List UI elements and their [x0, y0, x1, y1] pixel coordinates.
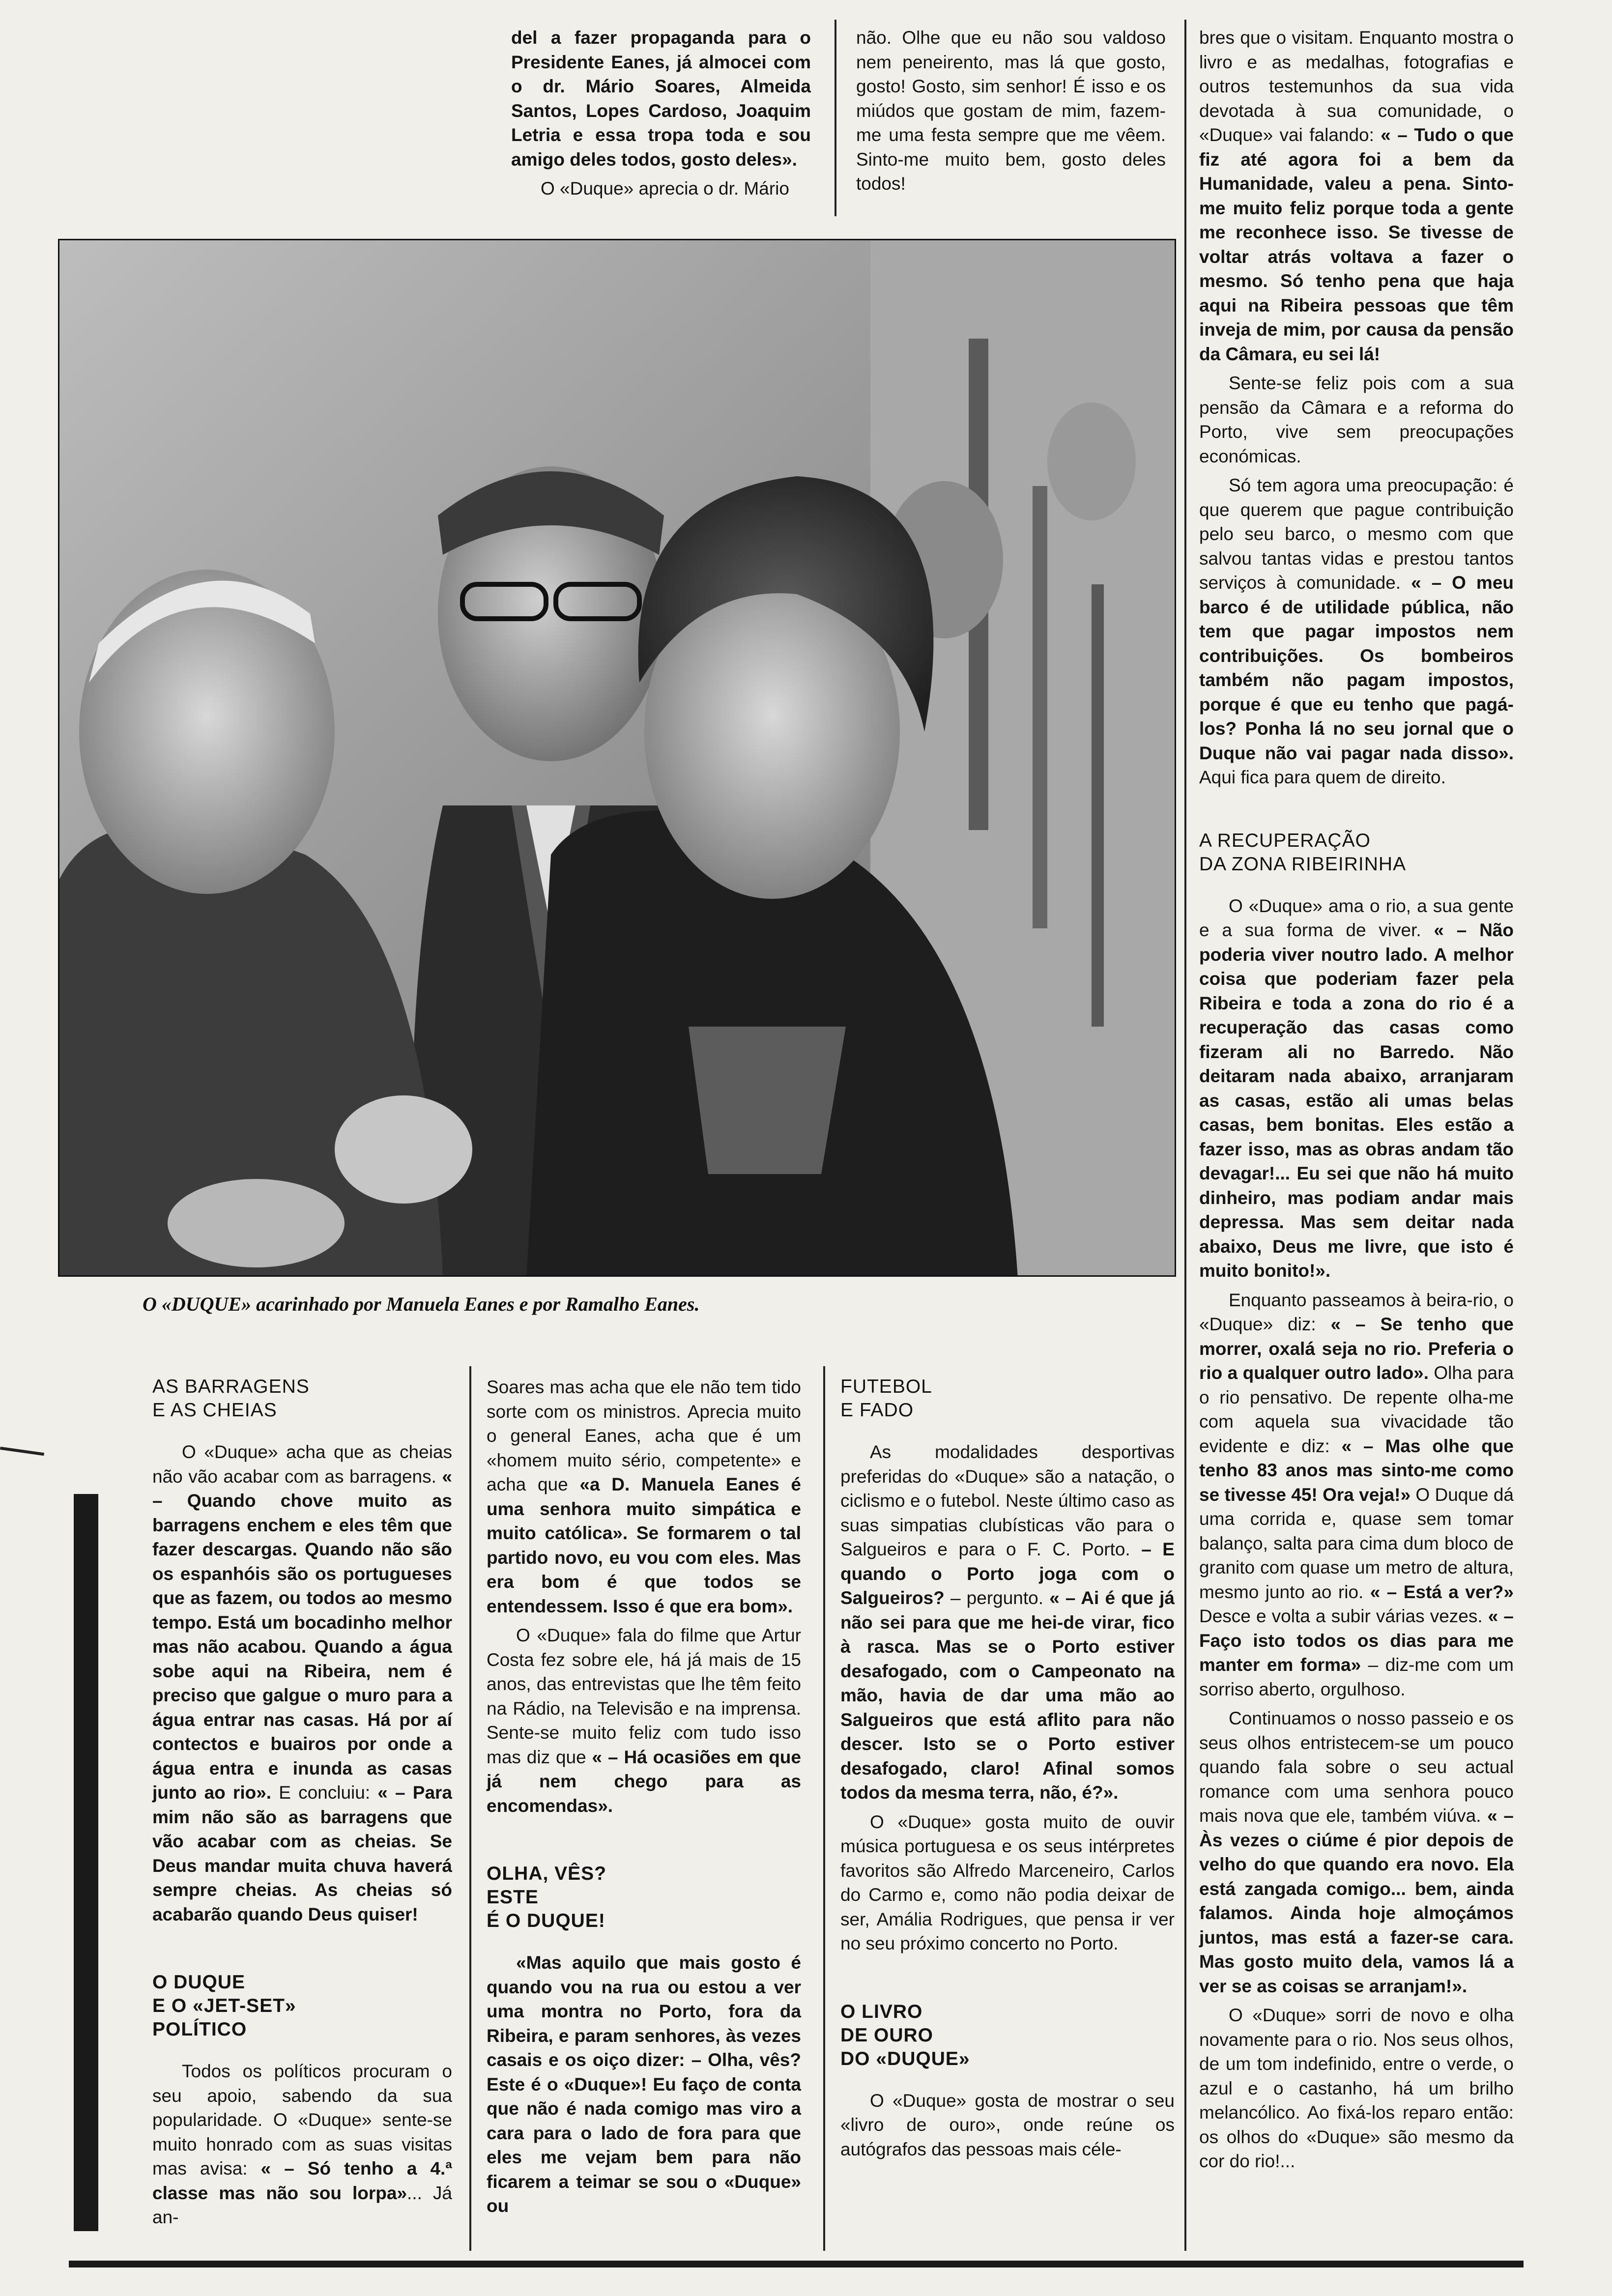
section-heading-line: OLHA, VÊS?: [487, 1863, 607, 1884]
paragraph: O «Duque» gosta muito de ouvir música portuguesa e os seus intérpretes favoritos são Alfredo Marceneiro, Carlos do Carmo e, como não podia deixar de ser, Amália Rodrigues, que pensa ir ver no seu próximo concerto no Porto.: [840, 1811, 1175, 1953]
paragraph: Enquanto passeamos à beira-rio, o «Duque» diz: « – Se tenho que morrer, oxalá seja no rio. Preferia o rio a qualquer outro lado». Olha para o rio pensativo. De repente olha-me com aquela sua vivacidade tão evidente e diz: « – Mas olhe que tenho 83 anos mas sinto-me como se tivesse 45! Ora veja!» O Duque dá uma corrida e, quase sem tomar balanço, salta para cima dum bloco de granito com quase um metro de altura, mesmo junto ao rio. « – Está a ver?» Desce e volta a subir várias vezes. « – Faço isto todos os dias para me manter em forma» – diz-me com um sorriso aberto, orgulhoso.: [1199, 1290, 1514, 1699]
scan-bottom-edge: [69, 2261, 1524, 2267]
paragraph: não. Olhe que eu não sou valdoso nem peneirento, mas lá que gosto, gosto! Gosto, sim senhor! É isso e os miúdos que gostam de mim, fazem-me uma festa sempre que me vêem. Sinto-me muito bem, gosto deles todos!: [856, 28, 1166, 194]
section-heading: [840, 1375, 1175, 1422]
top-column-2: [856, 26, 1166, 201]
paragraph: «Mas aquilo que mais gosto é quando vou na rua ou estou a ver uma montra no Porto, fora da Ribeira, e param senhores, às vezes casais e os oiço dizer: – Olha, vês? Este é o «Duque»! Eu faço de conta que não é nada comigo mas viro a cara para o lado de fora para que eles me vejam bem para não ficarem a teimar se sou o «Duque» ou: [487, 1952, 801, 2216]
paragraph: Sente-se feliz pois com a sua pensão da Câmara e a reforma do Porto, vive sem preocupações económicas.: [1199, 373, 1514, 466]
section-heading: [1199, 829, 1514, 876]
section-heading-line: O LIVRO: [840, 2001, 923, 2022]
column-rule: [835, 20, 836, 216]
column-rule: [469, 1366, 471, 2251]
paragraph: Todos os políticos procuram o seu apoio, sabendo da sua popularidade. O «Duque» sente-se muito honrado com as suas visitas mas avisa: « – Só tenho a 4.ª classe mas não sou lorpa»... Já an-: [152, 2061, 452, 2227]
paragraph: bres que o visitam. Enquanto mostra o livro e as medalhas, fotografias e outros testemunhos da sua vida devotada à sua comunidade, o «Duque» vai falando: « – Tudo o que fiz até agora foi a bem da Humanidade, valeu a pena. Sinto-me muito feliz porque toda a gente me reconhece isso. Se tivesse de voltar atrás voltava a fazer o mesmo. Só tenho pena que haja aqui na Ribeira pessoas que têm inveja de mim, por causa da pensão da Câmara, eu sei lá!: [1199, 28, 1514, 364]
paragraph: O «Duque» aprecia o dr. Mário: [541, 178, 789, 199]
section-heading-line: DO «DUQUE»: [840, 2048, 970, 2069]
section-heading-line: FUTEBOL: [840, 1376, 932, 1397]
section-heading-line: ESTE: [487, 1887, 539, 1908]
paragraph: Só tem agora uma preocupação: é que querem que pague contribuição pelo seu barco, o mesmo com que salvou tantas vidas e prestou tantos serviços à comunidade. « – O meu barco é de utilidade pública, não tem que pagar impostos nem contribuições. Os bombeiros também não pagam impostos, porque é que eu tenho que pagá-los? Ponha lá no seu jornal que o Duque não vai pagar nada disso». Aqui fica para quem de direito.: [1199, 475, 1514, 787]
section-heading-line: POLÍTICO: [152, 2019, 247, 2040]
right-column: [1199, 26, 1514, 2179]
section-heading: [487, 1862, 801, 1933]
scan-edge-mark: [0, 1447, 44, 1456]
section-heading-line: E O «JET-SET»: [152, 1995, 296, 2016]
section-heading: [152, 1375, 452, 1422]
section-heading-line: E AS CHEIAS: [152, 1400, 277, 1421]
column-rule: [823, 1366, 825, 2251]
photo-illustration: [59, 240, 1176, 1277]
top-column-1: [511, 26, 811, 206]
section-heading: [840, 2000, 1175, 2071]
section-heading-line: DE OURO: [840, 2024, 934, 2046]
section-heading-line: E FADO: [840, 1400, 914, 1421]
paragraph: Continuamos o nosso passeio e os seus olhos entristecem-se um pouco quando fala sobre o seu actual romance com uma senhora pouco mais nova que ele, também viúva. « – Às vezes o ciúme é pior depois de velho do que quando era novo. Ela está zangada comigo... bem, ainda falamos. Ainda hoje almoçámos juntos, mas está a fazer-se cara. Mas gosto muito dela, vamos lá a ver se as coisas se arranjam!».: [1199, 1708, 1514, 1996]
paragraph: O «Duque» fala do filme que Artur Costa fez sobre ele, há já mais de 15 anos, das entrevistas que lhe têm feito na Rádio, na Televisão e na imprensa. Sente-se muito feliz com tudo isso mas diz que « – Há ocasiões em que já nem chego para as encomendas».: [487, 1625, 801, 1816]
paragraph: del a fazer propaganda para o Presidente Eanes, já almocei com o dr. Mário Soares, Almeida Santos, Lopes Cardoso, Joaquim Letria e essa tropa toda e sou amigo deles todos, gosto deles».: [511, 28, 811, 170]
section-heading-line: DA ZONA RIBEIRINHA: [1199, 853, 1407, 875]
paragraph: O «Duque» gosta de mostrar o seu «livro de ouro», onde reúne os autógrafos das pessoas mais céle-: [840, 2090, 1175, 2159]
paragraph: O «Duque» sorri de novo e olha novamente para o rio. Nos seus olhos, de um tom indefinido, entre o verde, o azul e o castanho, há um brilho melancólico. Ao fixá-los reparo então: os olhos do «Duque» são mesmo da cor do rio!...: [1199, 2005, 1514, 2171]
section-heading-line: AS BARRAGENS: [152, 1376, 310, 1397]
paragraph: As modalidades desportivas preferidas do «Duque» são a natação, o ciclismo e o futebol. Neste último caso as suas simpatias clubísticas vão para o Salgueiros e para o F. C. Porto. – E quando o Porto joga com o Salgueiros? – pergunto. « – Ai é que já não sei para que me hei-de virar, fico à rasca. Mas se o Porto estiver desafogado, com o Campeonato na mão, havia de dar uma mão ao Salgueiros que está aflito para não descer. Isto se o Porto estiver desafogado, claro! Afinal somos todos da mesma terra, não, é?».: [840, 1442, 1175, 1803]
bottom-column-2: [487, 1375, 801, 2223]
paragraph: Soares mas acha que ele não tem tido sorte com os ministros. Aprecia muito o general Eanes, acha que é um «homem muito sério, competente» e acha que «a D. Manuela Eanes é uma senhora muito simpática e muito católica». Se formarem o tal partido novo, eu vou com eles. Mas era bom é que todos se entendessem. Isso é que era bom».: [487, 1377, 801, 1616]
photo-caption: O «DUQUE» acarinhado por Manuela Eanes e por Ramalho Eanes.: [143, 1293, 700, 1315]
bottom-column-1: [152, 1375, 452, 2235]
scan-edge-mark: [74, 1494, 98, 2231]
section-heading-line: O DUQUE: [152, 1972, 246, 1993]
section-heading-line: É O DUQUE!: [487, 1910, 605, 1931]
column-rule: [1184, 20, 1186, 2251]
section-heading: [152, 1971, 452, 2041]
section-heading-line: A RECUPERAÇÃO: [1199, 830, 1371, 851]
news-photo: [58, 239, 1176, 1277]
bottom-column-3: [840, 1375, 1175, 2166]
paragraph: O «Duque» acha que as cheias não vão acabar com as barragens. « – Quando chove muito as barragens enchem e eles têm que fazer descargas. Quando não são os espanhóis são os portugueses que as fazem, ou todos ao mesmo tempo. Está um bocadinho melhor mas não acabou. Quando a água sobe aqui na Ribeira, nem é preciso que galgue o muro para a água entrar nas casas. Há por aí contectos e buairos por onde a água entra e inunda as casas junto ao rio». E concluiu: « – Para mim não são as barragens que vão acabar com as cheias. Se Deus mandar muita chuva haverá sempre cheias. As cheias só acabarão quando Deus quiser!: [152, 1442, 453, 1924]
paragraph: O «Duque» ama o rio, a sua gente e a sua forma de viver. « – Não poderia viver noutro lado. A melhor coisa que poderiam fazer pela Ribeira e toda a zona do rio é a recuperação das casas como fizeram ali no Barredo. Não deitaram nada abaixo, arranjaram as casas, estão ali umas belas casas, bem bonitas. Eles estão a fazer isso, mas as obras andam tão devagar!... Eu sei que não há muito dinheiro, mas podiam andar mais depressa. Mas sem deitar nada abaixo, Deus me livre, que isto é muito bonito!».: [1199, 895, 1514, 1281]
